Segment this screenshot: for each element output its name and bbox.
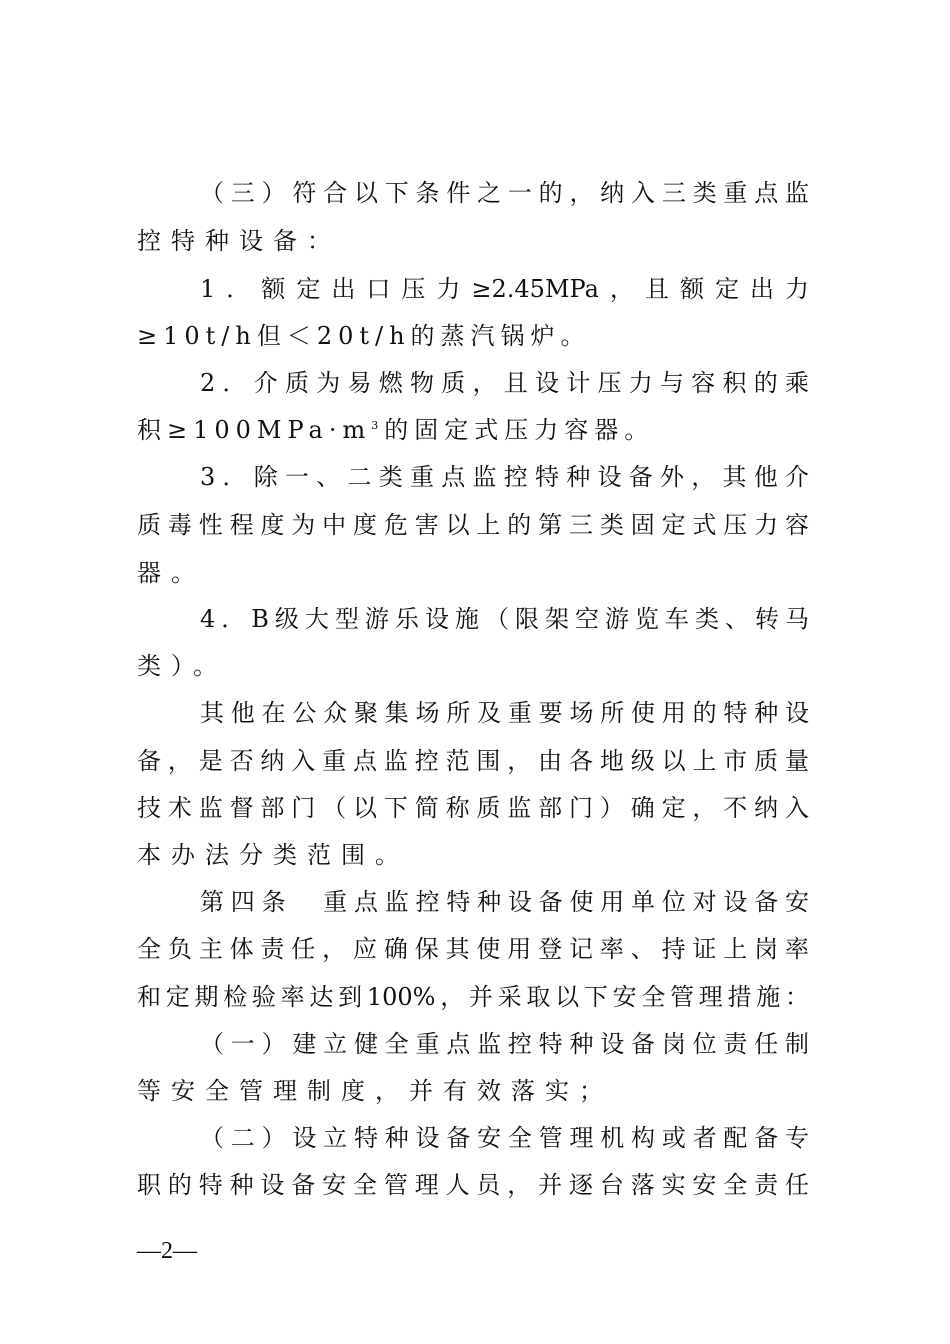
text-line: 类）。 xyxy=(137,652,227,680)
text-line: ≥10t/h但＜20t/h的蒸汽锅炉。 xyxy=(137,322,591,350)
text-line: 质毒性程度为中度危害以上的第三类固定式压力容 xyxy=(137,511,809,539)
text-line xyxy=(137,415,809,445)
text-line: 其他在公众聚集场所及重要场所使用的特种设 xyxy=(200,699,809,727)
text-line: 4．B级大型游乐设施（限架空游览车类、转马 xyxy=(200,605,809,633)
page-number: —2— xyxy=(137,1238,197,1264)
text-line: 3．除一、二类重点监控特种设备外，其他介 xyxy=(200,463,809,491)
text-line: 1．额定出口压力≥2.45MPa，且额定出力 xyxy=(200,275,809,303)
text-line: 技术监督部门（以下简称质监部门）确定，不纳入 xyxy=(137,794,809,822)
text-segment: 的固定式压力容器。 xyxy=(384,416,655,444)
text-line: 全负主体责任，应确保其使用登记率、持证上岗率 xyxy=(137,935,809,963)
superscript-exponent: 3 xyxy=(371,419,385,432)
text-line: 2．介质为易燃物质，且设计压力与容积的乘 xyxy=(200,369,809,397)
text-line: 控特种设备： xyxy=(137,227,341,255)
text-line: 备，是否纳入重点监控范围，由各地级以上市质量 xyxy=(137,747,809,775)
volume-unit-text: 积≥100MPa·m xyxy=(137,416,372,444)
text-line: 职的特种设备安全管理人员，并逐台落实安全责任 xyxy=(137,1171,809,1199)
text-line: （一）建立健全重点监控特种设备岗位责任制 xyxy=(200,1030,809,1058)
text-line: 本办法分类范围。 xyxy=(137,841,409,869)
text-line: （二）设立特种设备安全管理机构或者配备专 xyxy=(200,1124,809,1152)
text-line: 器。 xyxy=(137,559,205,587)
text-line: （三）符合以下条件之一的，纳入三类重点监 xyxy=(200,179,809,207)
text-line: 和定期检验率达到100%，并采取以下安全管理措施： xyxy=(137,983,809,1011)
text-line: 等安全管理制度，并有效落实； xyxy=(137,1077,613,1105)
text-line: 第四条 重点监控特种设备使用单位对设备安 xyxy=(200,888,809,916)
